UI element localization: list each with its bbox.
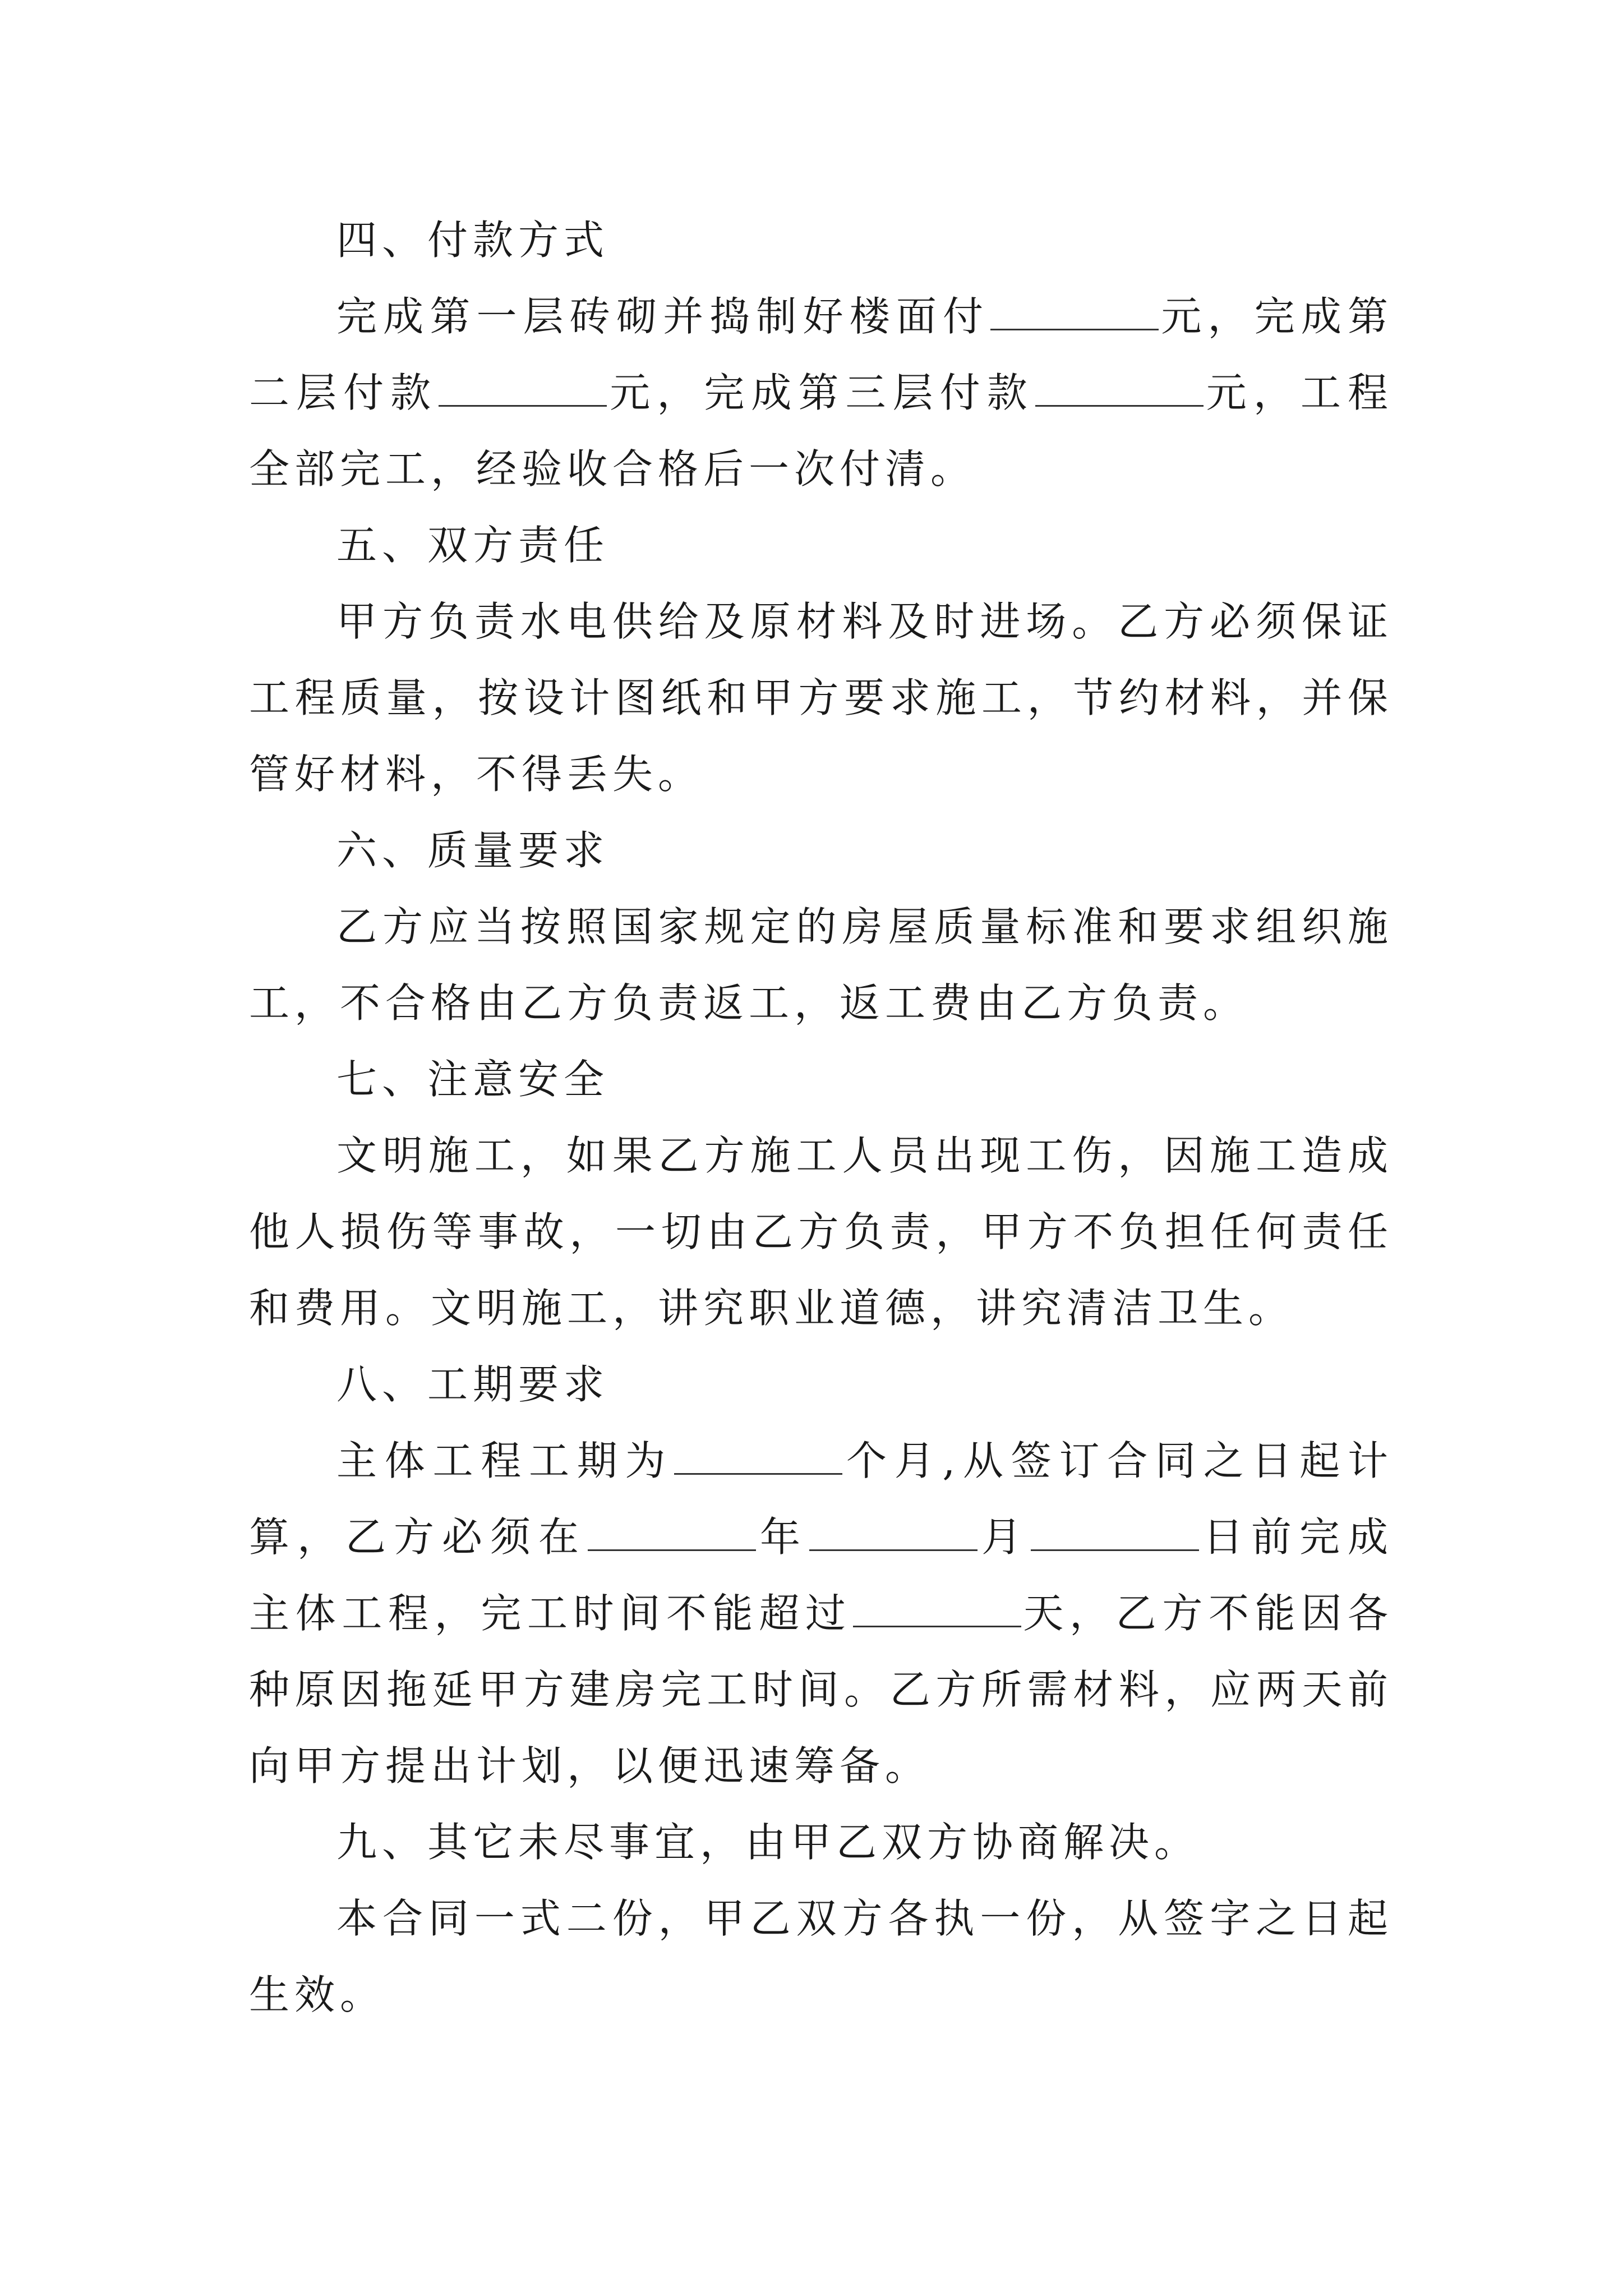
paragraph-text: 月 — [978, 1513, 1030, 1561]
section-heading: 五、双方责任 — [336, 522, 610, 569]
section-heading: 四、付款方式 — [336, 217, 610, 264]
paragraph-text: 本合同一式二份，甲乙双方各执一份，从签字之日起生效。 — [249, 1895, 1393, 2018]
contract-body — [249, 202, 1393, 2033]
fill-in-blank — [439, 371, 607, 407]
paragraph-text: 元，工程全部完工，经验收合格后一次付清。 — [249, 369, 1393, 493]
fill-in-blank — [1035, 371, 1204, 407]
fill-in-blank — [674, 1439, 842, 1475]
section-paragraph — [249, 889, 1393, 1041]
fill-in-blank — [990, 295, 1159, 330]
paragraph-text: 元，完成第二层付款 — [249, 293, 1393, 416]
section-paragraph — [249, 583, 1393, 812]
paragraph-text: 年 — [757, 1513, 808, 1561]
section-paragraph — [249, 1117, 1393, 1346]
section-paragraph — [249, 1880, 1393, 2033]
section-paragraph — [249, 278, 1393, 507]
paragraph-text: 日前完成主体工程，完工时间不能超过 — [249, 1513, 1393, 1637]
paragraph-text: 甲方负责水电供给及原材料及时进场。乙方必须保证工程质量，按设计图纸和甲方要求施工，节约材料，并保管好材料，不得丢失。 — [249, 598, 1393, 798]
paragraph-text: 乙方应当按照国家规定的房屋质量标准和要求组织施工，不合格由乙方负责返工，返工费由乙方负责。 — [249, 903, 1393, 1027]
paragraph-text: 元，完成第三层付款 — [608, 369, 1034, 416]
section-heading: 九、其它未尽事宜，由甲乙双方协商解决。 — [336, 1819, 1200, 1866]
fill-in-blank — [809, 1516, 978, 1551]
paragraph-text: 个月,从签订合同之日起计算，乙方必须在 — [249, 1437, 1393, 1561]
section-heading: 七、注意安全 — [336, 1056, 610, 1103]
paragraph-text: 天，乙方不能因各种原因拖延甲方建房完工时间。乙方所需材料，应两天前向甲方提出计划，以便迅速筹备。 — [249, 1590, 1393, 1789]
paragraph-text: 完成第一层砖砌并捣制好楼面付 — [336, 293, 990, 340]
paragraph-text: 文明施工，如果乙方施工人员出现工伤，因施工造成他人损伤等事故，一切由乙方负责，甲方不负担任何责任和费用。文明施工，讲究职业道德，讲究清洁卫生。 — [249, 1132, 1393, 1332]
fill-in-blank — [853, 1592, 1021, 1627]
section-heading: 八、工期要求 — [336, 1361, 610, 1408]
paragraph-text: 主体工程工期为 — [336, 1437, 674, 1484]
section-heading: 六、质量要求 — [336, 827, 610, 874]
section-paragraph — [249, 1423, 1393, 1804]
fill-in-blank — [588, 1516, 756, 1551]
fill-in-blank — [1031, 1516, 1199, 1551]
